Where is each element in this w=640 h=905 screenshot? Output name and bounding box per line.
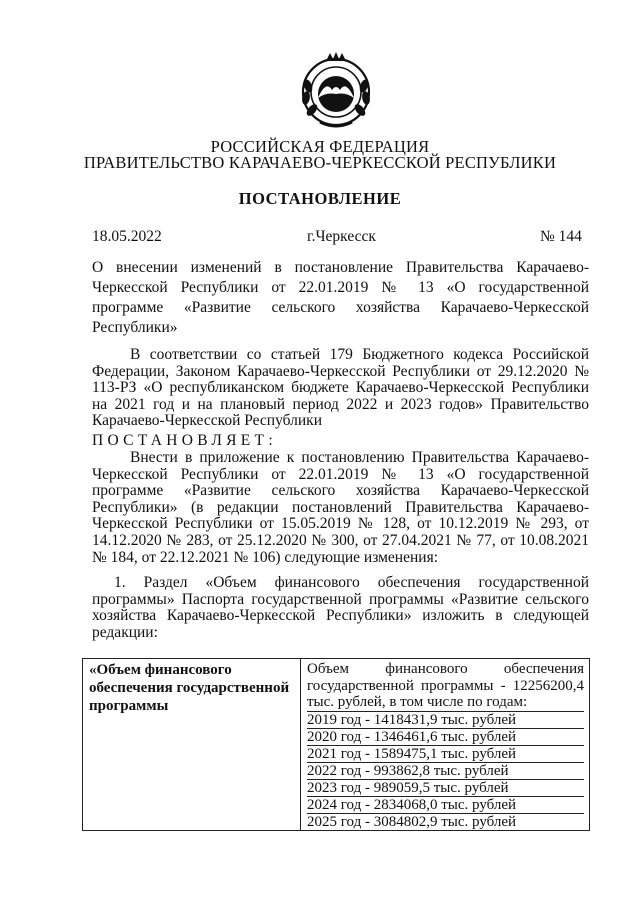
financing-label-cell: «Объем финансового обеспечения государственной программы xyxy=(83,659,301,831)
amendment-paragraph: Внести в приложение к постановлению Правительства Карачаево-Черкесской Республики от 22.01.2019 № 13 «О государственной программе «Развитие сельского хозяйства Карачаево-Черкесской Республики» (в редакции постановлений Правительства Карачаево-Черкесской Республики от 15.05.2019 № 128, от 10.12.2019 № 293, от 14.12.2020 № 283, от 25.12.2020 № 300, от 27.04.2021 № 77, от 10.08.2021 № 184, от 22.12.2021 № 106) следующие изменения: xyxy=(92,449,589,566)
country-heading: РОССИЙСКАЯ ФЕДЕРАЦИЯ xyxy=(210,137,430,156)
document-type-title: ПОСТАНОВЛЕНИЕ xyxy=(238,189,402,208)
financing-total: Объем финансового обеспечения государственной программы - 12256200,4 тыс. рублей, в том числе по годам: xyxy=(307,661,584,710)
document-subject: О внесении изменений в постановление Правительства Карачаево-Черкесской Республики от 22.01.2019 № 13 «О государственной программе «Развитие сельского хозяйства Карачаево-Черкесской Республики» xyxy=(92,259,589,336)
year-amount-2021: 2021 год - 1589475,1 тыс. рублей xyxy=(307,745,584,762)
document-city: г.Черкесск xyxy=(307,228,376,245)
document-number: № 144 xyxy=(540,228,582,245)
year-amount-2022: 2022 год - 993862,8 тыс. рублей xyxy=(307,762,584,779)
coat-of-arms-emblem xyxy=(296,50,376,130)
government-heading: ПРАВИТЕЛЬСТВО КАРАЧАЕВО-ЧЕРКЕССКОЙ РЕСПУБЛИКИ xyxy=(83,153,557,172)
year-amount-2024: 2024 год - 2834068,0 тыс. рублей xyxy=(307,796,584,813)
year-amount-2025: 2025 год - 3084802,9 тыс. рублей xyxy=(307,813,584,830)
financing-value-cell xyxy=(301,659,590,831)
preamble-paragraph: В соответствии со статьей 179 Бюджетного кодекса Российской Федерации, Законом Карачаево-Черкесской Республики от 29.12.2020 № 113-РЗ «О республиканском бюджете Карачаево-Черкесской Республики на 2021 год и на плановый период 2022 и 2023 годов» Правительство Карачаево-Черкесской Республики xyxy=(92,346,589,430)
year-amount-2020: 2020 год - 1346461,6 тыс. рублей xyxy=(307,728,584,745)
financing-table xyxy=(82,658,590,831)
year-amount-2023: 2023 год - 989059,5 тыс. рублей xyxy=(307,779,584,796)
document-date: 18.05.2022 xyxy=(92,228,162,245)
section-change-paragraph: 1. Раздел «Объем финансового обеспечения государственной программы» Паспорта государственной программы «Развитие сельского хозяйства Карачаево-Черкесской Республики» изложить в следующей редакции: xyxy=(92,574,589,641)
table-row xyxy=(83,659,590,831)
year-amount-2019: 2019 год - 1418431,9 тыс. рублей xyxy=(307,711,584,728)
decree-keyword: ПОСТАНОВЛЯЕТ: xyxy=(92,432,277,449)
